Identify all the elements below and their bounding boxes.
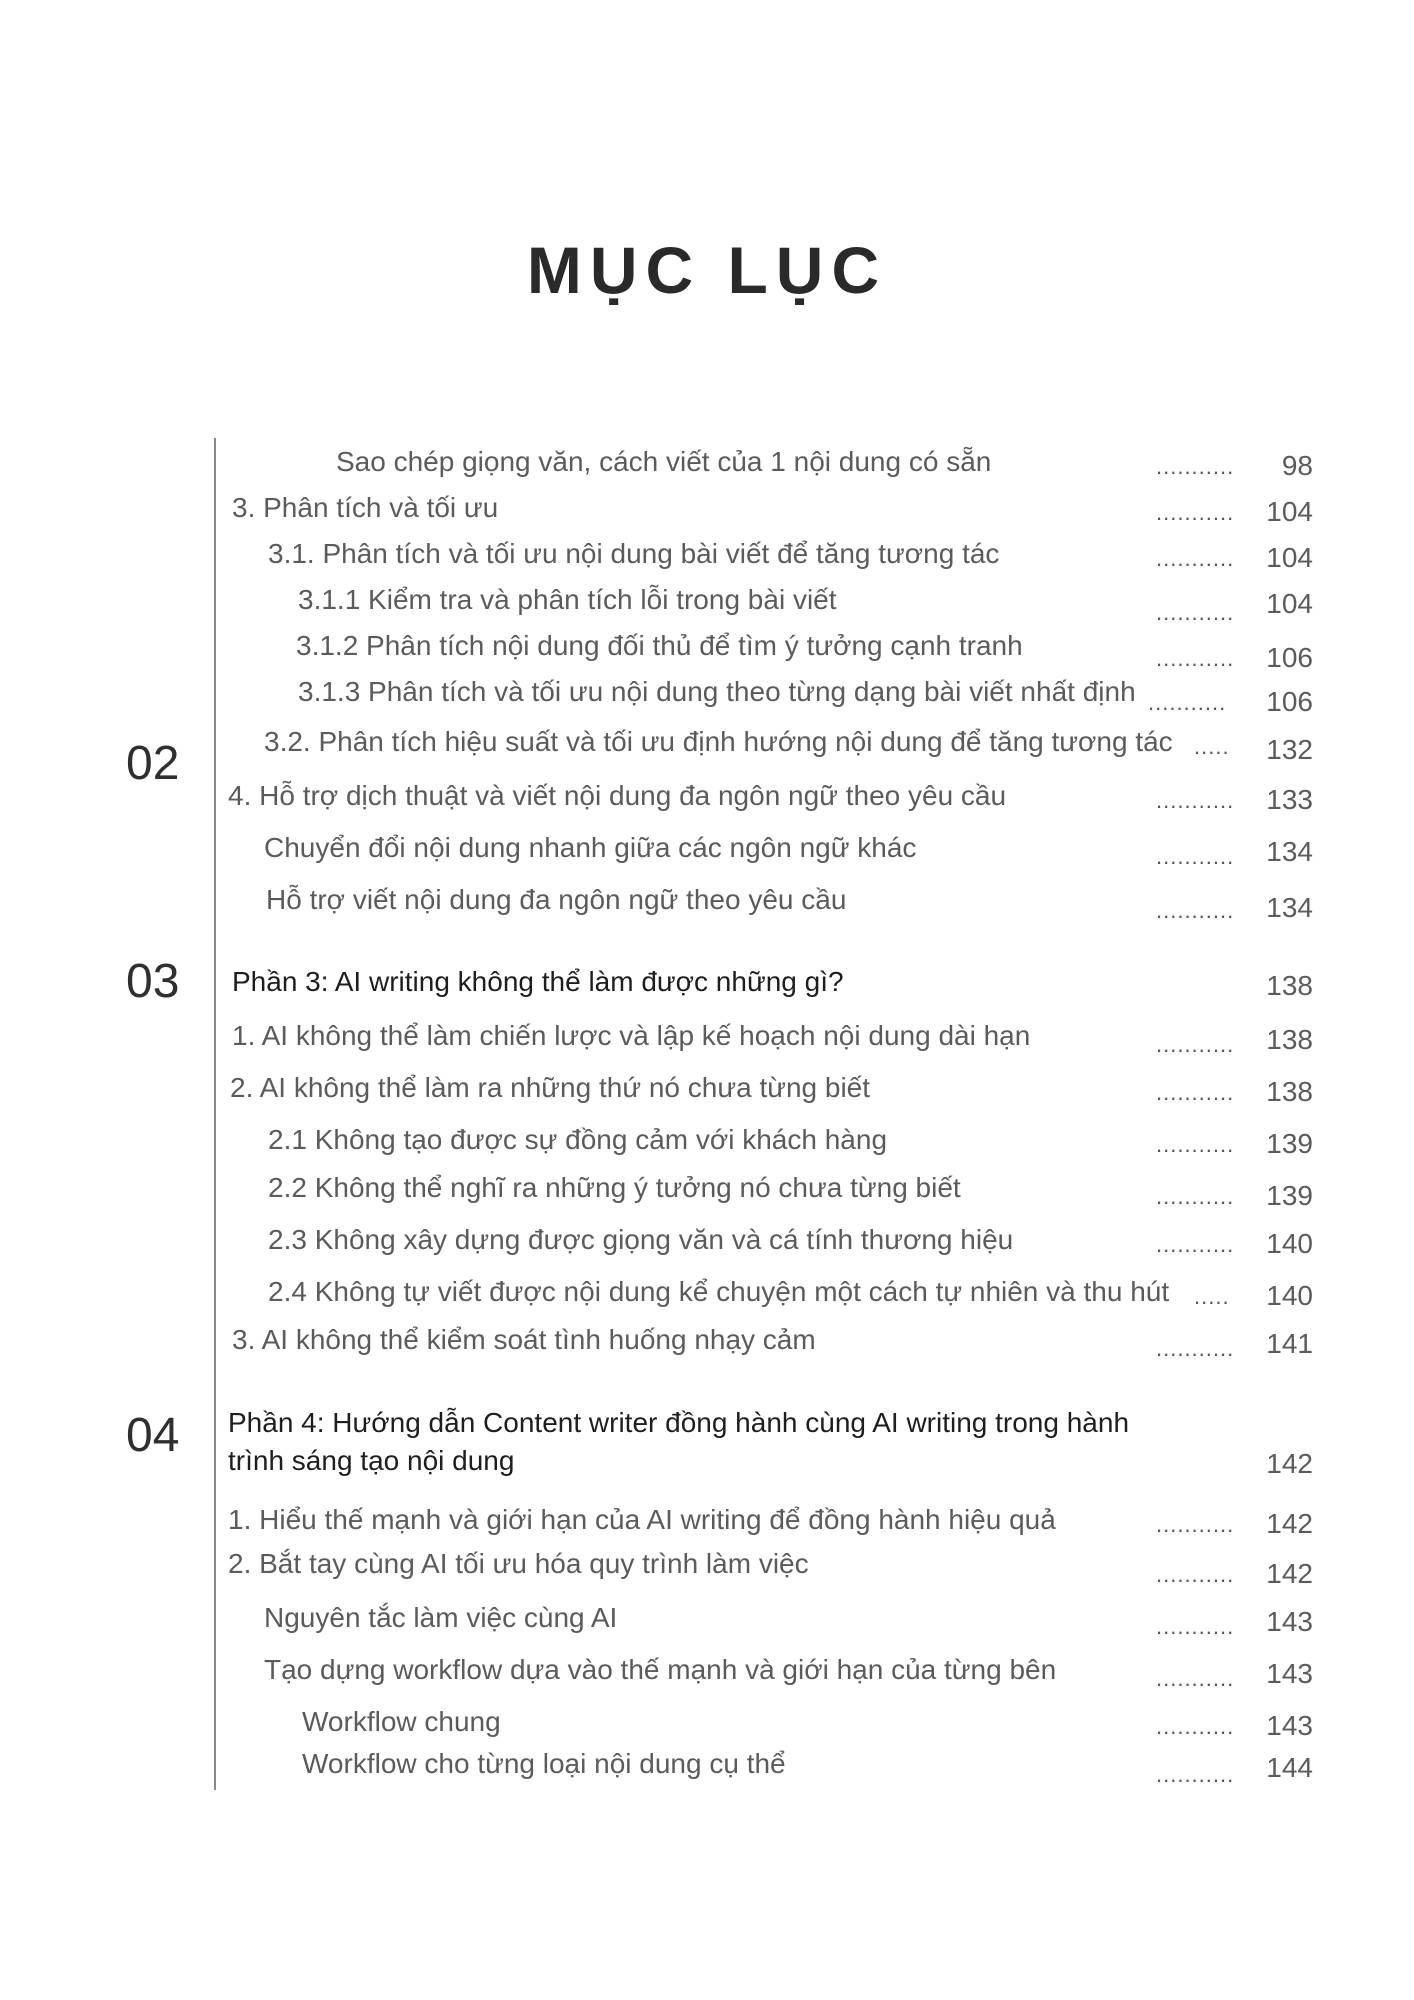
toc-entry-title: 3.1.3 Phân tích và tối ưu nội dung theo từng dạng bài viết nhất định — [298, 676, 1136, 707]
toc-entry-page: 143 — [1266, 1658, 1313, 1689]
toc-entry[interactable] — [0, 584, 1414, 624]
leader-dots: ..... — [1194, 734, 1230, 759]
toc-entry-title: 2. Bắt tay cùng AI tối ưu hóa quy trình làm việc — [228, 1548, 809, 1579]
toc-entry[interactable] — [0, 1124, 1414, 1164]
toc-part-heading[interactable] — [0, 1404, 1414, 1484]
leader-dots: ........... — [1156, 1336, 1235, 1361]
toc-entry[interactable] — [0, 1276, 1414, 1316]
toc-entry-title: 1. AI không thể làm chiến lược và lập kế hoạch nội dung dài hạn — [232, 1020, 1031, 1051]
toc-entry[interactable] — [0, 1072, 1414, 1112]
leader-dots: ........... — [1156, 898, 1235, 923]
leader-dots: ........... — [1156, 788, 1235, 813]
toc-entry-page: 144 — [1266, 1752, 1313, 1783]
toc-entry[interactable] — [0, 780, 1414, 820]
section-number-04: 04 — [126, 1409, 180, 1462]
leader-dots: ........... — [1156, 546, 1235, 571]
toc-entry-title: 2.2 Không thể nghĩ ra những ý tưởng nó chưa từng biết — [268, 1172, 961, 1203]
toc-entry-page: 133 — [1266, 784, 1313, 815]
leader-dots: ........... — [1156, 1080, 1235, 1105]
leader-dots: ........... — [1156, 1762, 1235, 1787]
toc-entry-title: 2.1 Không tạo được sự đồng cảm với khách hàng — [268, 1124, 888, 1155]
section-number-03: 03 — [126, 955, 180, 1008]
toc-entry[interactable] — [0, 1706, 1414, 1746]
toc-entry-title: Nguyên tắc làm việc cùng AI — [264, 1602, 618, 1633]
toc-entry[interactable] — [0, 1020, 1414, 1060]
toc-entry[interactable] — [0, 630, 1414, 673]
toc-entry-page: 138 — [1266, 970, 1313, 1001]
leader-dots: ........... — [1156, 1232, 1235, 1257]
toc-entry-title: 4. Hỗ trợ dịch thuật và viết nội dung đa ngôn ngữ theo yêu cầu — [228, 780, 1007, 811]
toc-entry-title: Phần 3: AI writing không thể làm được những gì? — [232, 966, 844, 997]
toc-entry-title: 3. AI không thể kiểm soát tình huống nhạy cảm — [232, 1324, 816, 1355]
leader-dots: ........... — [1156, 1184, 1235, 1209]
leader-dots: ........... — [1156, 1512, 1235, 1537]
toc-entry-page: 134 — [1266, 836, 1313, 867]
toc-entry[interactable] — [0, 1504, 1414, 1544]
toc-entry[interactable] — [0, 884, 1414, 924]
toc-entry-title: Hỗ trợ viết nội dung đa ngôn ngữ theo yêu cầu — [266, 884, 847, 915]
toc-entry-page: 143 — [1266, 1606, 1313, 1637]
toc-entry-title: Workflow chung — [302, 1706, 501, 1737]
toc-entry[interactable] — [0, 492, 1414, 532]
toc-entry-page: 142 — [1266, 1448, 1313, 1479]
leader-dots: ..... — [1194, 1284, 1230, 1309]
toc-entry[interactable] — [0, 1324, 1414, 1364]
toc-entry-page: 98 — [1281, 450, 1313, 481]
toc-entry[interactable] — [0, 676, 1414, 716]
toc-entry-page: 106 — [1266, 642, 1313, 673]
toc-entry-page: 138 — [1266, 1076, 1313, 1107]
toc-entry-title: 3.1.2 Phân tích nội dung đối thủ để tìm ý tưởng cạnh tranh — [296, 630, 1023, 661]
toc-entry-page: 140 — [1266, 1228, 1313, 1259]
leader-dots: ........... — [1156, 1032, 1235, 1057]
leader-dots: ........... — [1156, 454, 1235, 479]
toc-entry-title: 2.4 Không tự viết được nội dung kể chuyện một cách tự nhiên và thu hút — [268, 1276, 1170, 1307]
toc-entry[interactable] — [0, 1224, 1414, 1264]
toc-entry-page: 142 — [1266, 1508, 1313, 1539]
leader-dots: ........... — [1156, 500, 1235, 525]
toc-part-heading[interactable] — [0, 966, 1414, 1006]
leader-dots: ........... — [1156, 1666, 1235, 1691]
toc-entry[interactable] — [0, 1748, 1414, 1788]
toc-entry[interactable] — [0, 1548, 1414, 1588]
toc-entry-title: Tạo dựng workflow dựa vào thế mạnh và giới hạn của từng bên — [264, 1654, 1057, 1685]
toc-entry-title: 3. Phân tích và tối ưu — [232, 492, 499, 523]
toc-entry-page: 104 — [1266, 496, 1313, 527]
leader-dots: ........... — [1156, 1714, 1235, 1739]
toc-entry[interactable] — [0, 1172, 1414, 1212]
toc-entry-title: 1. Hiểu thế mạnh và giới hạn của AI writing để đồng hành hiệu quả — [228, 1504, 1056, 1535]
leader-dots: ........... — [1156, 1132, 1235, 1157]
toc-entry-title: 3.1. Phân tích và tối ưu nội dung bài viết để tăng tương tác — [268, 538, 1000, 569]
toc-entry-page: 134 — [1266, 892, 1313, 923]
toc-entry[interactable] — [0, 538, 1414, 578]
leader-dots: ........... — [1156, 600, 1235, 625]
leader-dots: ........... — [1148, 690, 1227, 715]
toc-entry-title: Sao chép giọng văn, cách viết của 1 nội dung có sẵn — [336, 446, 992, 477]
toc-entry-title: Chuyển đổi nội dung nhanh giữa các ngôn ngữ khác — [264, 832, 917, 863]
toc-entry[interactable] — [0, 832, 1414, 872]
toc-entry-title: Phần 4: Hướng dẫn Content writer đồng hành cùng AI writing trong hành trình sáng tạo nội dung — [228, 1407, 1130, 1476]
toc-entry-page: 140 — [1266, 1280, 1313, 1311]
toc-entry-page: 139 — [1266, 1128, 1313, 1159]
leader-dots: ........... — [1156, 1562, 1235, 1587]
toc-entry[interactable] — [0, 726, 1414, 766]
toc-entry[interactable] — [0, 446, 1414, 486]
toc-entry-page: 143 — [1266, 1710, 1313, 1741]
leader-dots: ........... — [1156, 1614, 1235, 1639]
toc-entry[interactable] — [0, 1654, 1414, 1694]
toc-entry-page: 142 — [1266, 1558, 1313, 1589]
toc-entry-title: 3.1.1 Kiểm tra và phân tích lỗi trong bài viết — [298, 584, 837, 615]
toc-entry-title: 2. AI không thể làm ra những thứ nó chưa từng biết — [230, 1072, 871, 1103]
toc-entry-title: Workflow cho từng loại nội dung cụ thể — [302, 1748, 786, 1779]
toc-entry-page: 104 — [1266, 588, 1313, 619]
toc-entry[interactable] — [0, 1602, 1414, 1642]
toc-entry-page: 138 — [1266, 1024, 1313, 1055]
page-title: MỤC LỤC — [526, 233, 888, 307]
toc-entry-title: 2.3 Không xây dựng được giọng văn và cá tính thương hiệu — [268, 1224, 1014, 1255]
toc-entry-page: 139 — [1266, 1180, 1313, 1211]
toc-entry-page: 104 — [1266, 542, 1313, 573]
toc-entry-page: 132 — [1266, 734, 1313, 765]
leader-dots: ........... — [1156, 844, 1235, 869]
leader-dots: ........... — [1156, 646, 1235, 671]
toc-entry-title: 3.2. Phân tích hiệu suất và tối ưu định hướng nội dung để tăng tương tác — [264, 726, 1173, 757]
toc-entry-page: 106 — [1266, 686, 1313, 717]
section-number-02: 02 — [126, 737, 180, 790]
toc-entry-page: 141 — [1266, 1328, 1313, 1359]
